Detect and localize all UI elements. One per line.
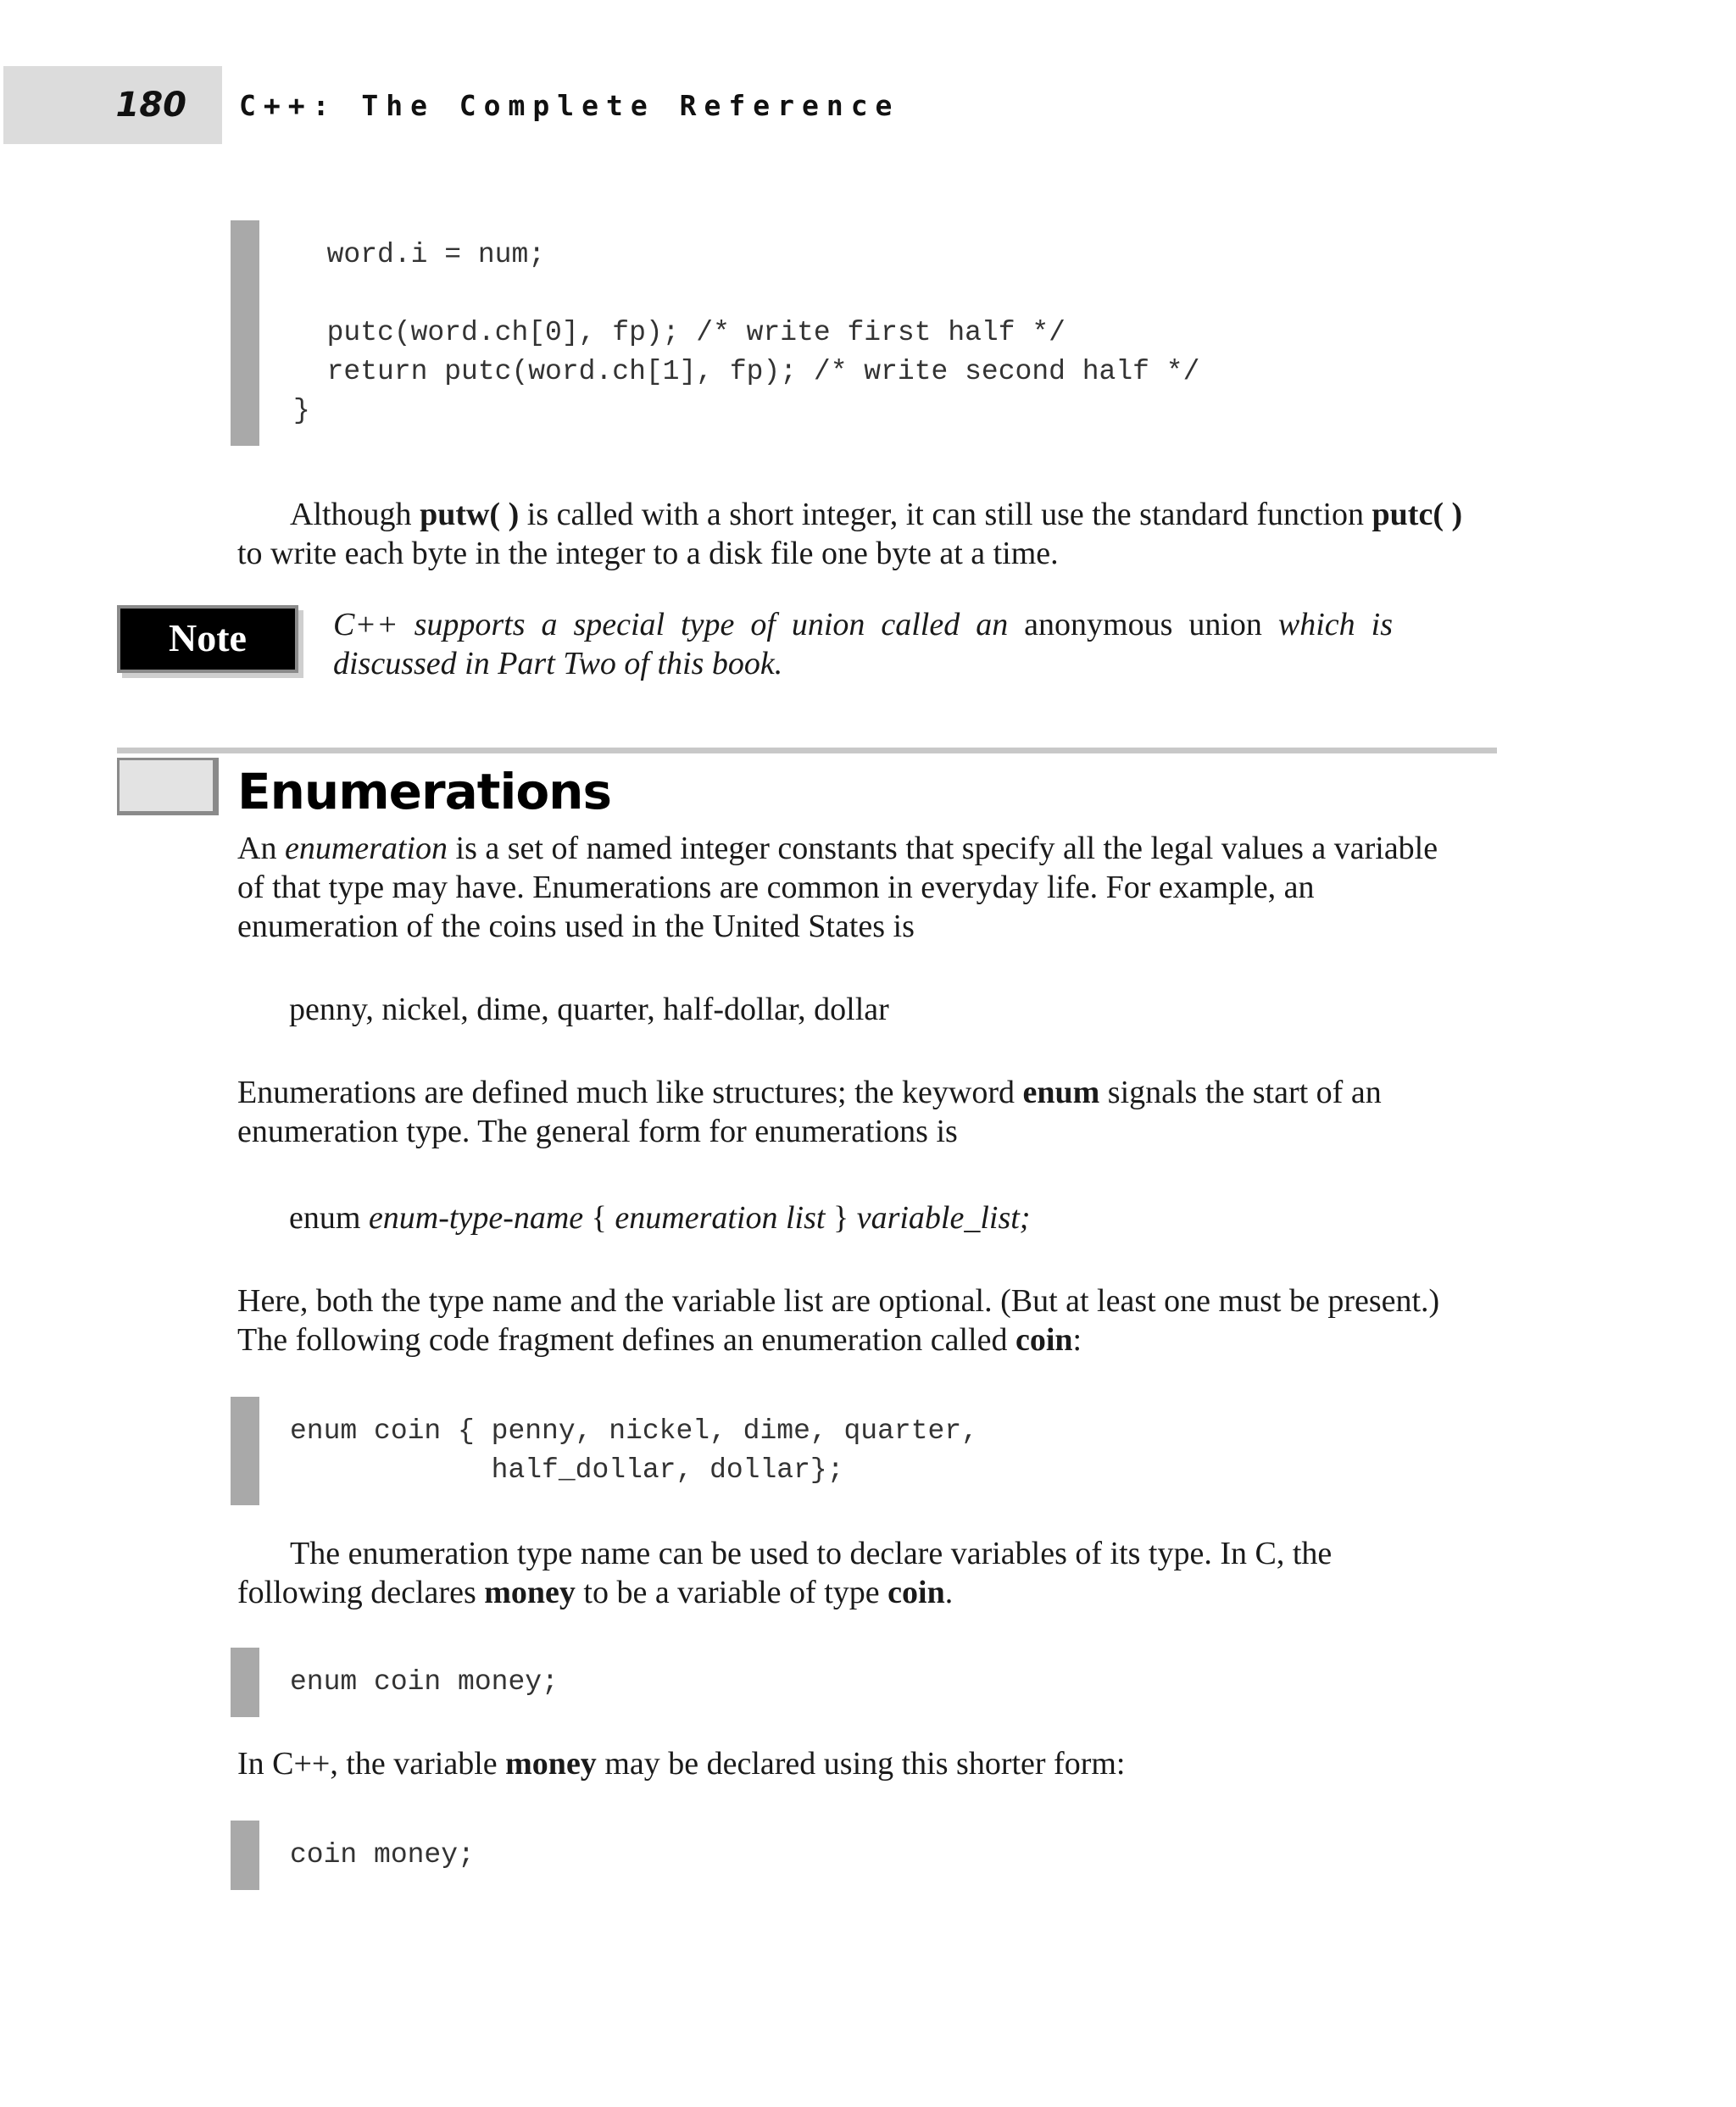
placeholder-term: enumeration list: [615, 1200, 826, 1236]
section-heading: Enumerations: [237, 763, 611, 820]
paragraph-enum-intro: [237, 829, 1441, 946]
placeholder-term: enum-type-name: [368, 1200, 584, 1236]
text-run: Enumerations are defined much like structures; the keyword: [237, 1075, 1023, 1110]
code-block-bar: [231, 1821, 259, 1890]
code-block-2: [290, 1412, 978, 1490]
code-block-bar: [231, 1397, 259, 1505]
coin-list: penny, nickel, dime, quarter, half-dollar, dollar: [289, 992, 889, 1027]
text-run: }: [825, 1200, 857, 1236]
note-badge: [117, 605, 298, 673]
text-run: :: [1072, 1322, 1082, 1358]
note-label: Note: [169, 616, 247, 659]
text-run: enum: [289, 1200, 369, 1236]
identifier: money: [505, 1746, 597, 1782]
code-line: half_dollar, dollar};: [290, 1454, 844, 1486]
code-block-bar: [231, 1648, 259, 1717]
note-text: [333, 605, 1393, 683]
code-line: word.i = num;: [293, 239, 546, 270]
code-line: coin money;: [290, 1839, 475, 1871]
identifier: coin: [887, 1575, 945, 1610]
running-head-title: C++: The Complete Reference: [239, 89, 900, 122]
text-run: The enumeration type name can be used to declare variables of its type. In C, the following declares: [237, 1536, 1333, 1610]
placeholder-term: variable_list;: [856, 1200, 1031, 1236]
code-line: }: [293, 395, 310, 426]
paragraph-declare-cpp: [237, 1744, 1492, 1783]
page-number: 180: [115, 86, 186, 125]
text-run: signals the start of an enumeration type. The general form for enumerations is: [237, 1075, 1382, 1149]
identifier: money: [484, 1575, 576, 1610]
code-block-bar: [231, 220, 259, 446]
paragraph-optional: [237, 1281, 1441, 1359]
code-block-4: [290, 1836, 475, 1875]
text-run: {: [583, 1200, 615, 1236]
paragraph-putw: [237, 495, 1492, 573]
paragraph-declare-c: [237, 1534, 1441, 1612]
identifier: coin: [1015, 1322, 1073, 1358]
text-run: Although: [290, 497, 420, 532]
function-name: putw( ): [420, 497, 520, 532]
text-run: which is discussed in Part Two of this book.: [333, 607, 1393, 681]
text-run: In C++, the variable: [237, 1746, 506, 1782]
code-line: enum coin money;: [290, 1666, 559, 1698]
paragraph-enum-defined: [237, 1073, 1441, 1151]
section-rule: [117, 748, 1497, 753]
text-run: may be declared using this shorter form:: [596, 1746, 1126, 1782]
text-run: to write each byte in the integer to a disk file one byte at a time.: [237, 536, 1059, 571]
text-run: to be a variable of type: [575, 1575, 888, 1610]
text-run: is a set of named integer constants that specify all the legal values a variable of that type may have. Enumerations are common in everyday life. For example, an enumeration of the coins used in the United States is: [237, 831, 1438, 944]
code-block-1: [293, 236, 1199, 431]
term: enumeration: [284, 831, 448, 866]
section-marker-box: [117, 758, 219, 815]
keyword: enum: [1022, 1075, 1100, 1110]
code-line: enum coin { penny, nickel, dime, quarter,: [290, 1415, 978, 1447]
function-name: putc( ): [1372, 497, 1463, 532]
text-run: An: [237, 831, 285, 866]
term: anonymous union: [1024, 607, 1262, 642]
text-run: is called with a short integer, it can still use the standard function: [519, 497, 1372, 532]
text-run: Here, both the type name and the variable list are optional. (But at least one must be present.) The following code fragment defines an enumeration called: [237, 1283, 1440, 1358]
code-line: putc(word.ch[0], fp); /* write first half */: [293, 317, 1066, 348]
text-run: .: [944, 1575, 954, 1610]
code-line: return putc(word.ch[1], fp); /* write second half */: [293, 356, 1200, 387]
general-form: [289, 1198, 1030, 1237]
code-block-3: [290, 1663, 559, 1702]
text-run: C++ supports a special type of union called an: [333, 607, 1025, 642]
